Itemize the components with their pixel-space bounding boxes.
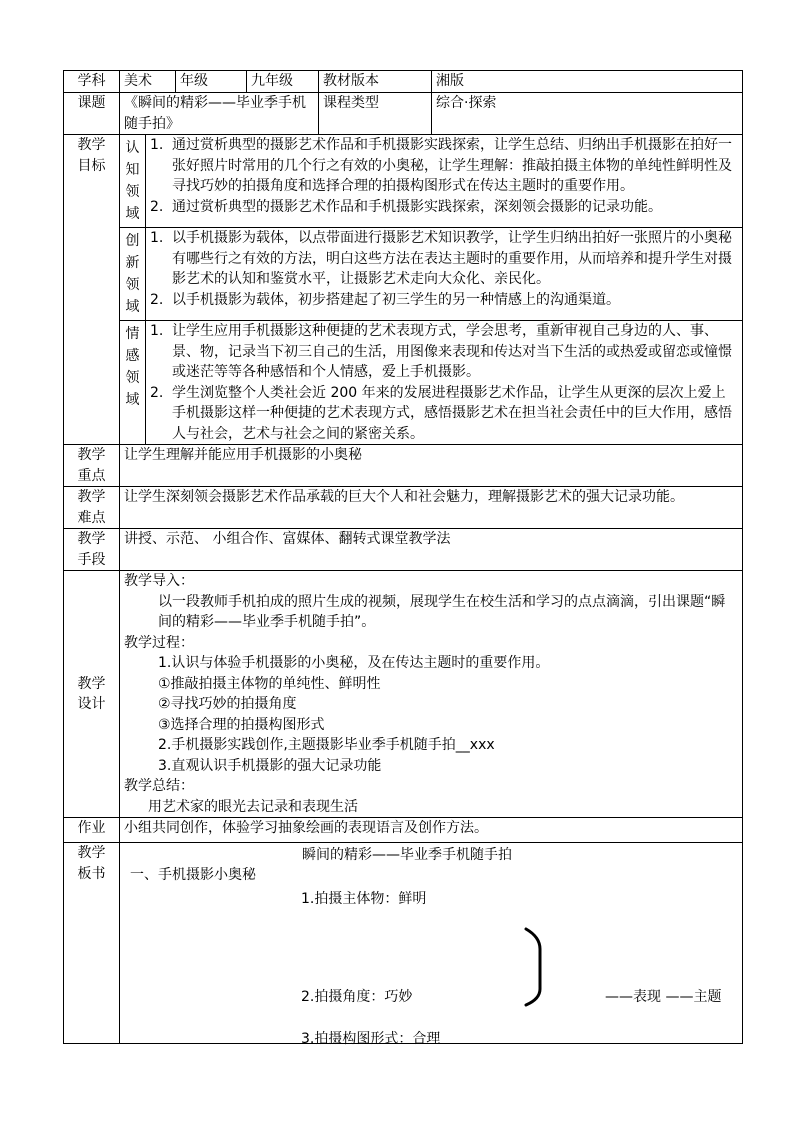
board-label: 教学板书	[64, 843, 120, 1044]
process-step-1: 1.认识与体验手机摄影的小奥秘，及在传达主题时的重要作用。	[158, 655, 550, 671]
topic-value: 《瞬间的精彩——毕业季手机随手拍》	[120, 93, 319, 135]
summary-title: 教学总结：	[124, 778, 194, 794]
process-step-2: 2.手机摄影实践创作,主题摄影毕业季手机随手拍__xxx	[158, 737, 495, 753]
process-step-3: 3.直观认识手机摄影的强大记录功能	[158, 757, 382, 774]
homework-value: 小组共同创作，体验学习抽象绘画的表现语言及创作方法。	[120, 818, 743, 843]
key-point-value: 让学生理解并能应用手机摄影的小奥秘	[120, 445, 743, 487]
intro-title: 教学导入：	[124, 573, 194, 589]
key-point-label: 教学重点	[64, 445, 120, 487]
list-item: 2. 以手机摄影为载体，初步搭建起了初三学生的另一种情感上的沟通渠道。	[150, 291, 620, 308]
right-brace-icon	[522, 927, 548, 1007]
process-step-1b: ②寻找巧妙的拍摄角度	[158, 696, 297, 712]
process-step-1a: ①推敲拍摄主体物的单纯性、鲜明性	[158, 675, 381, 692]
list-item: 2. 学生浏览整个人类社会近 200 年来的发展进程摄影艺术作品，让学生从更深的层次上爱上手机摄影这样一种便捷的艺术表现方式，感悟摄影艺术在担当社会责任中的巨大作用，感悟人与社会，艺术与社会之间的紧密关系。	[150, 384, 732, 442]
board-content	[120, 843, 743, 1047]
intro-text: 以一段教师手机拍成的照片生成的视频，展现学生在校生活和学习的点点滴滴，引出课题“瞬间的精彩——毕业季手机随手拍”。	[158, 593, 726, 630]
list-item: 1. 以手机摄影为载体，以点带面进行摄影艺术知识教学，让学生归纳出拍好一张照片的小奥秘有哪些行之有效的方法，明白这些方法在表达主题时的重要作用，从而培养和提升学生对摄影艺术的认知和鉴赏水平，让摄影艺术走向大众化、亲民化。	[150, 230, 732, 287]
board-item-1: 1.拍摄主体物：鲜明	[301, 891, 427, 907]
lesson-plan-table	[63, 70, 743, 1047]
cognitive-goals	[146, 135, 743, 228]
innovation-domain-label: 创新领域	[120, 228, 146, 321]
methods-label: 教学手段	[64, 529, 120, 571]
grade-value: 九年级	[247, 71, 319, 93]
subject-label: 学科	[64, 71, 120, 93]
emotion-goals	[146, 321, 743, 445]
grade-label: 年级	[176, 71, 247, 93]
design-content	[120, 571, 743, 818]
homework-label: 作业	[64, 818, 120, 843]
emotion-domain-label: 情感领域	[120, 321, 146, 445]
process-title: 教学过程：	[124, 634, 194, 651]
cognitive-domain-label: 认知领域	[120, 135, 146, 228]
list-item: 1. 通过赏析典型的摄影艺术作品和手机摄影实践探索，让学生总结、归纳出手机摄影在拍好一张好照片时常用的几个行之有效的小奥秘，让学生理解：推敲拍摄主体物的单纯性鲜明性及寻找巧妙的拍摄角度和选择合理的拍摄构图形式在传达主题时的重要作用。	[150, 137, 732, 194]
board-item-3: 3.拍摄构图形式：合理	[301, 1031, 441, 1047]
course-type-label: 课程类型	[319, 93, 432, 135]
process-step-1c: ③选择合理的拍摄构图形式	[158, 716, 325, 733]
edition-label: 教材版本	[319, 71, 432, 93]
board-item-2: 2.拍摄角度：巧妙	[301, 989, 413, 1005]
topic-label: 课题	[64, 93, 120, 135]
list-item: 2. 通过赏析典型的摄影艺术作品和手机摄影实践探索，深刻领会摄影的记录功能。	[150, 198, 662, 215]
methods-value: 讲授、示范、 小组合作、富媒体、翻转式课堂教学法	[120, 529, 743, 571]
innovation-goals	[146, 228, 743, 321]
design-label: 教学设计	[64, 571, 120, 818]
difficulty-value: 让学生深刻领会摄影艺术作品承载的巨大个人和社会魅力，理解摄影艺术的强大记录功能。	[120, 487, 743, 529]
summary-text: 用艺术家的眼光去记录和表现生活	[148, 798, 358, 815]
course-type-value: 综合·探索	[432, 93, 743, 135]
goals-label: 教学目标	[64, 135, 120, 445]
edition-value: 湘版	[432, 71, 743, 93]
board-section: 一、手机摄影小奥秘	[130, 867, 256, 883]
board-title: 瞬间的精彩——毕业季手机随手拍	[302, 847, 512, 863]
board-result: ——表现 ——主题	[605, 989, 722, 1005]
difficulty-label: 教学难点	[64, 487, 120, 529]
list-item: 1. 让学生应用手机摄影这种便捷的艺术表现方式，学会思考，重新审视自己身边的人、事、景、物，记录当下初三自己的生活，用图像来表现和传达对当下生活的或热爱或留恋或憧憬或迷茫等等各种感悟和个人情感，爱上手机摄影。	[150, 323, 732, 380]
subject-value: 美术	[120, 71, 176, 93]
